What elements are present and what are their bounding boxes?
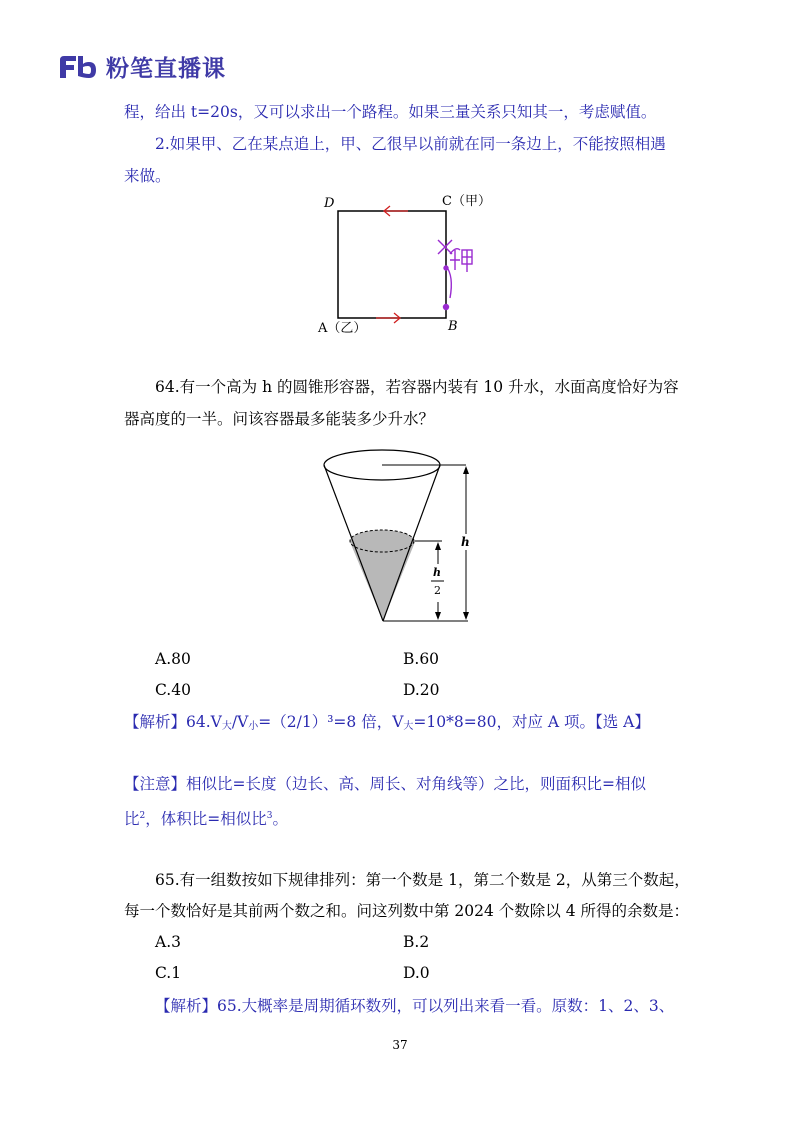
- option-a: A.3: [155, 933, 181, 951]
- label-c: C（甲）: [442, 194, 491, 209]
- text-line: 程，给出 t=20s，又可以求出一个路程。如果三量关系只知其一，考虑赋值。: [124, 103, 657, 121]
- note-line2: 比$^2$，体积比=相似比$^3$。: [124, 810, 288, 829]
- page-number: 37: [392, 1038, 408, 1052]
- label-half-denominator: 2: [434, 584, 441, 597]
- option-c: C.40: [155, 681, 191, 699]
- label-half-numerator: h: [433, 566, 441, 579]
- option-b: B.2: [403, 933, 430, 951]
- text-line: 来做。: [124, 167, 171, 185]
- solution-65: 【解析】65.大概率是周期循环数列，可以列出来看一看。原数：1、2、3、: [155, 997, 675, 1015]
- square-outline: [338, 211, 446, 318]
- label-a: A（乙）: [318, 321, 367, 336]
- cone-diagram: [310, 446, 510, 630]
- arrow-top-icon: [384, 206, 408, 216]
- note-line1: 【注意】相似比=长度（边长、高、周长、对角线等）之比，则面积比=相似: [124, 775, 646, 793]
- square-diagram: [300, 188, 520, 338]
- option-d: D.20: [403, 681, 440, 699]
- handwriting-annotation: [438, 240, 472, 310]
- water-fill: [350, 542, 415, 621]
- question-65-line1: 65.有一组数按如下规律排列：第一个数是 1，第二个数是 2，从第三个数起，: [155, 871, 690, 889]
- option-d: D.0: [403, 964, 430, 982]
- solution-64: 【解析】$64.V_大/V_小=(2/1)^3=8$ 倍，$V_大=10*8=80$，对应 A 项。【选 A】: [124, 713, 650, 732]
- water-surface: [350, 530, 414, 552]
- brand-logo: [58, 50, 226, 83]
- question-65-line2: 每一个数恰好是其前两个数之和。问这列数中第 2024 个数除以 4 所得的余数是：: [124, 902, 690, 920]
- arrow-bottom-icon: [376, 313, 400, 323]
- label-d: D: [324, 196, 335, 211]
- text-line: 2.如果甲、乙在某点追上，甲、乙很早以前就在同一条边上，不能按照相遇: [155, 135, 666, 153]
- option-a: A.80: [155, 650, 191, 668]
- label-b: B: [448, 319, 458, 334]
- logo-text: 粉笔直播课: [106, 56, 226, 82]
- option-c: C.1: [155, 964, 182, 982]
- question-64-line2: 器高度的一半。问该容器最多能装多少升水？: [124, 410, 435, 428]
- question-64-line1: 64.有一个高为 h 的圆锥形容器，若容器内装有 10 升水，水面高度恰好为容: [155, 378, 679, 396]
- option-b: B.60: [403, 650, 440, 668]
- label-h: h: [461, 535, 470, 549]
- solution-tag: 【解析】: [124, 713, 187, 731]
- fb-logo-icon: [58, 54, 98, 80]
